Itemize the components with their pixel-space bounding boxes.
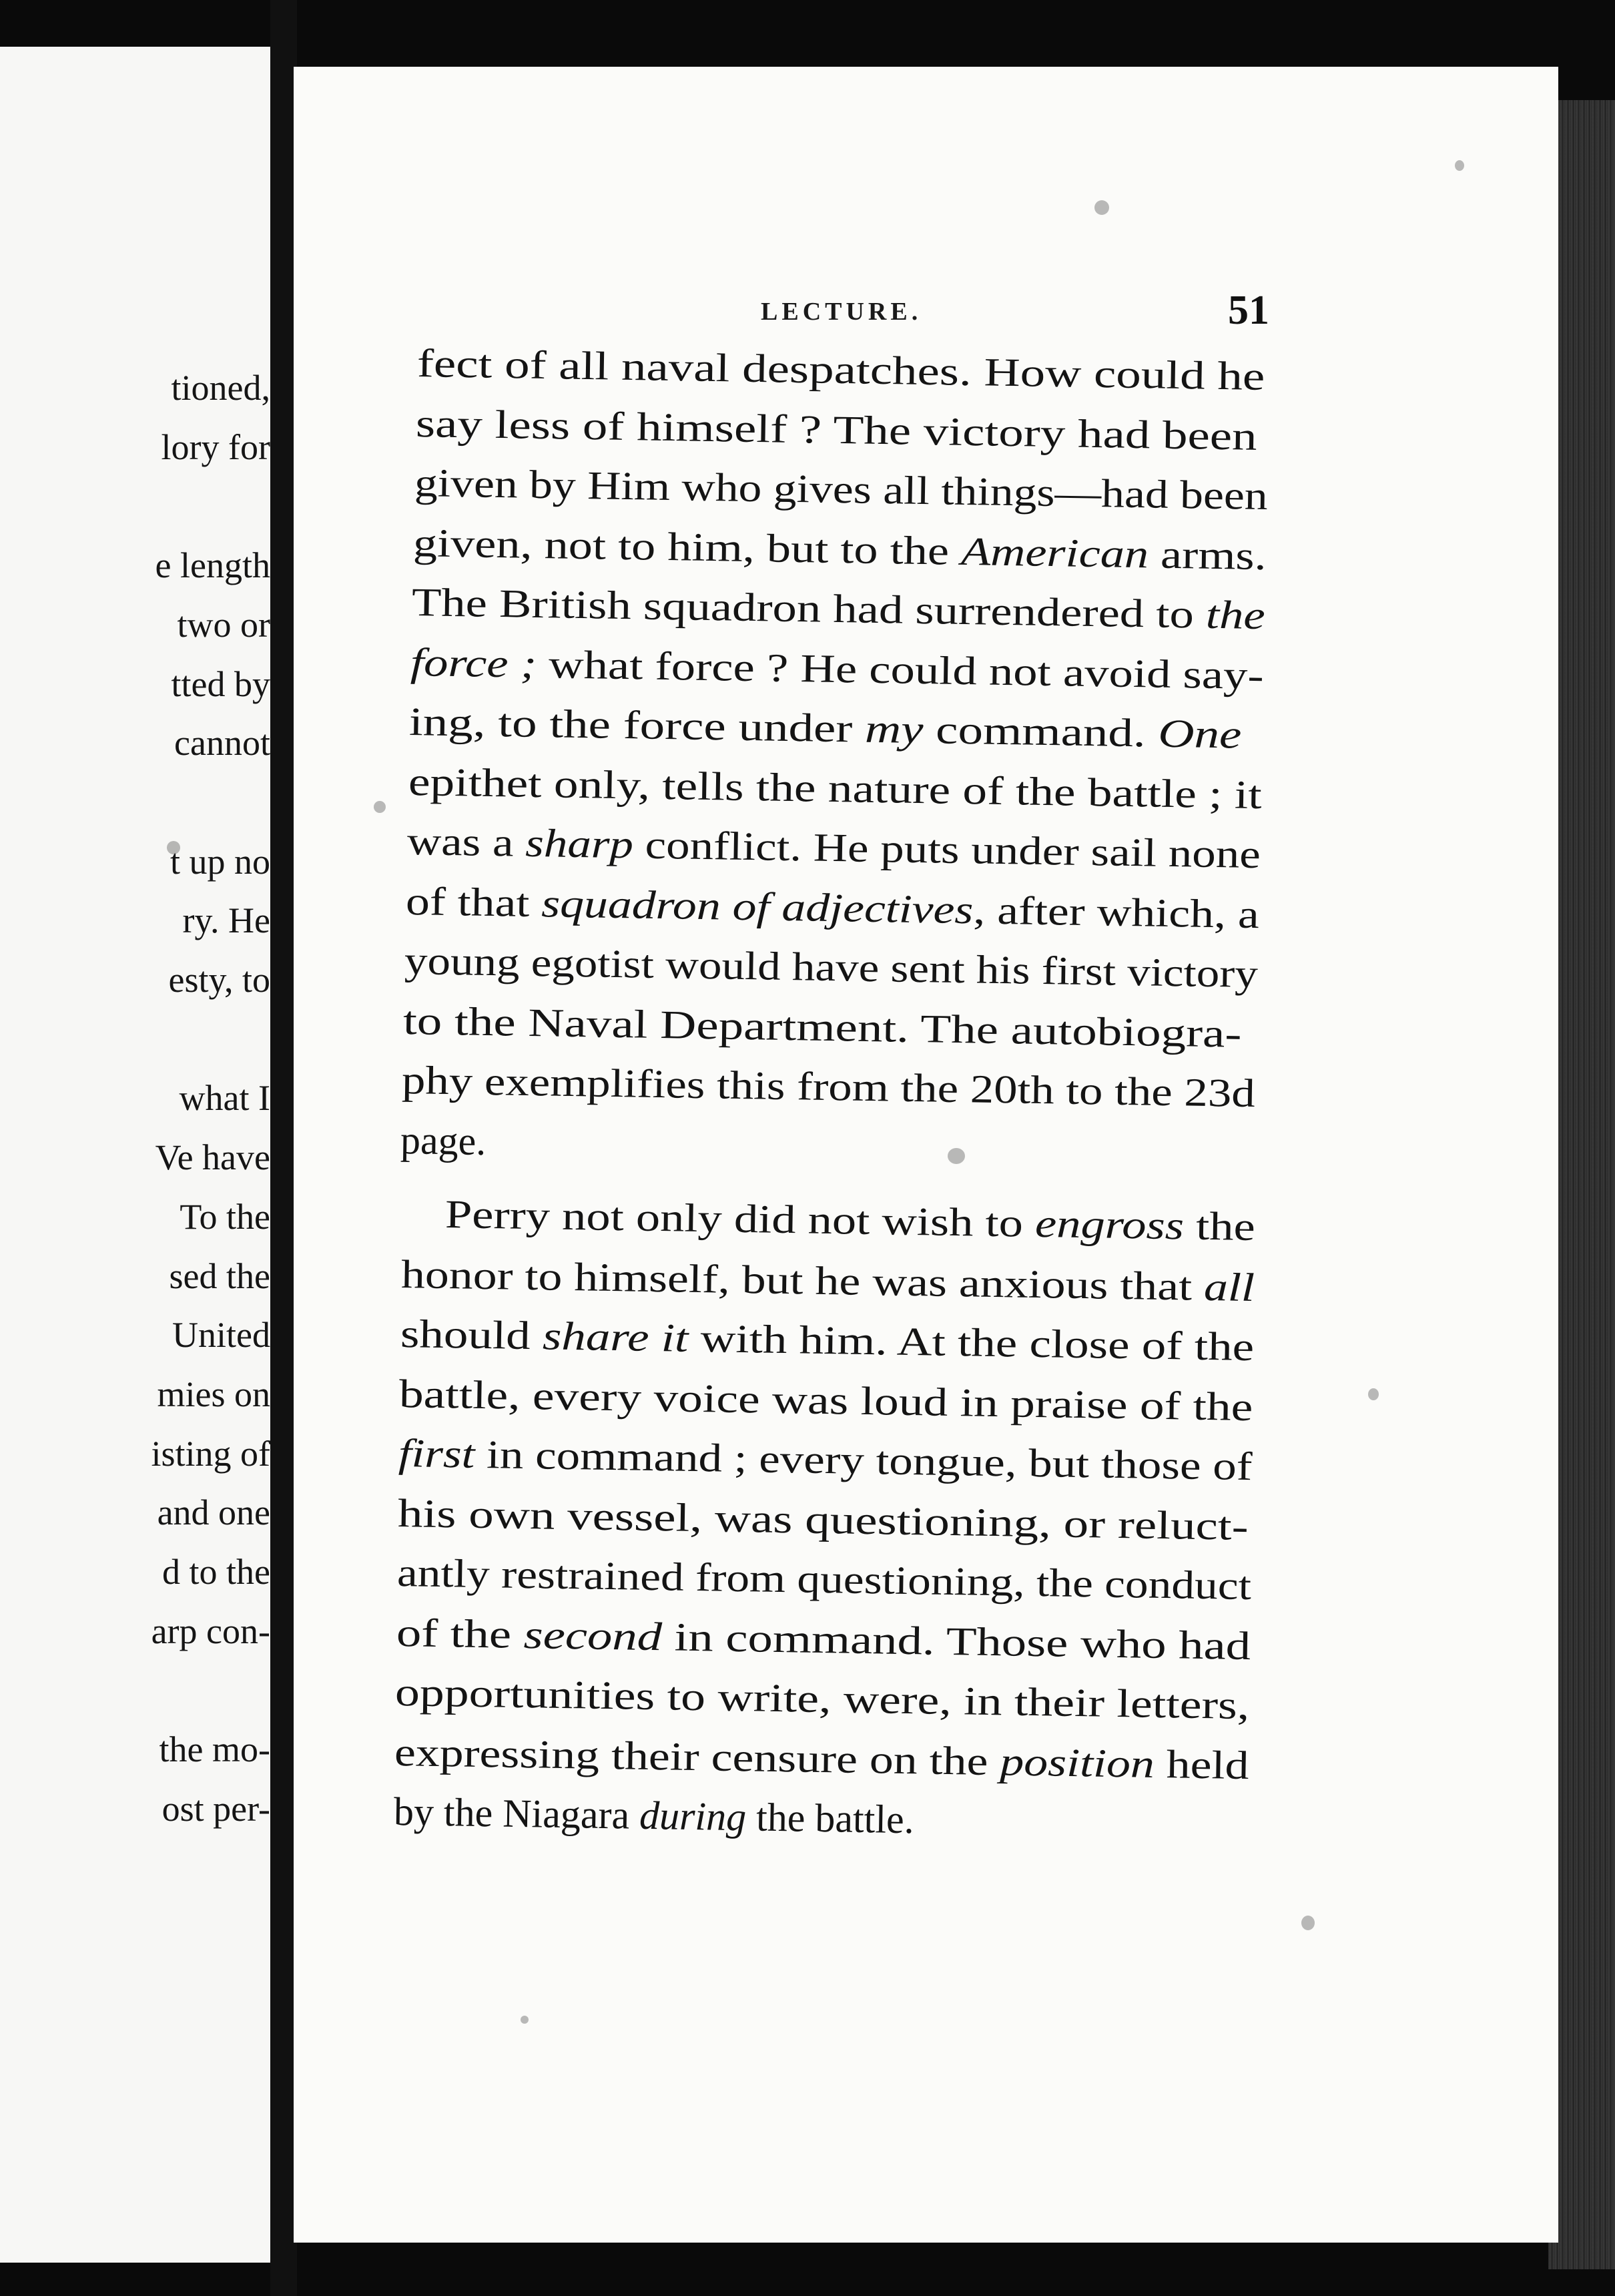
text-segment: conflict. He puts under sail none <box>633 822 1261 877</box>
left-page-line: isting of <box>151 1433 270 1474</box>
scan-speck <box>521 2016 529 2024</box>
text-segment: held <box>1154 1741 1250 1787</box>
left-page-line: United <box>172 1315 270 1356</box>
text-segment: given, not to him, but to the <box>412 520 962 573</box>
text-segment: was a <box>406 819 526 865</box>
scan-speck <box>374 801 386 813</box>
text-segment: all <box>1203 1264 1255 1310</box>
text-segment: should <box>400 1312 543 1358</box>
left-page-line: ry. He <box>182 900 270 941</box>
text-segment: Perry not only did not wish to <box>444 1192 1036 1245</box>
text-segment: , after which, a <box>972 887 1259 936</box>
text-segment: American <box>960 529 1149 576</box>
text-segment: One <box>1158 711 1243 757</box>
text-segment: ing, to the force under <box>408 699 866 751</box>
text-segment: force ; <box>410 639 537 686</box>
scan-speck <box>1301 1916 1315 1930</box>
page-number: 51 <box>1228 288 1269 333</box>
text-segment: squadron of adjectives <box>541 880 974 932</box>
text-segment: in command ; every tongue, but those of <box>474 1432 1253 1489</box>
left-page-line: arp con- <box>151 1611 270 1651</box>
text-segment: my <box>864 706 924 752</box>
text-segment: engross <box>1034 1201 1185 1248</box>
left-page-line: mies on <box>157 1374 270 1414</box>
left-page-line: cannot <box>174 723 270 764</box>
text-segment: opportunities to write, were, in their letters, <box>394 1670 1251 1728</box>
text-segment: page. <box>400 1117 487 1163</box>
scan-speck <box>1455 160 1464 171</box>
left-page-line: t up no <box>170 841 270 882</box>
text-segment: battle, every voice was loud in praise of the <box>398 1371 1254 1429</box>
left-page-line: what I <box>179 1078 270 1119</box>
text-segment: second <box>523 1612 663 1659</box>
text-segment: position <box>1000 1739 1155 1786</box>
text-segment: epithet only, tells the nature of the battle ; it <box>408 759 1262 817</box>
text-segment: given by Him who gives all things—had been <box>414 461 1269 519</box>
text-line <box>400 1117 486 1165</box>
text-segment: phy exemplifies this from the 20th to the 23d <box>401 1058 1256 1116</box>
text-segment: during <box>639 1793 747 1839</box>
page-edges <box>1548 100 1615 2269</box>
left-page-line: tioned, <box>171 368 270 408</box>
scan-speck <box>1094 200 1109 215</box>
left-page <box>0 47 274 2263</box>
text-segment: command. <box>923 707 1159 756</box>
text-segment: first <box>398 1431 476 1476</box>
text-segment: expressing their censure on the <box>394 1729 1001 1783</box>
text-segment: what force ? He could not avoid say- <box>536 641 1265 697</box>
left-page-line: d to the <box>162 1552 270 1592</box>
left-page-line: two or <box>177 604 270 645</box>
left-page-line: tted by <box>171 663 270 704</box>
left-page-line: the mo- <box>159 1729 270 1770</box>
text-segment: to the Naval Department. The autobiogra- <box>402 998 1242 1056</box>
left-page-line: esty, to <box>168 960 270 1000</box>
text-line <box>393 1789 914 1843</box>
left-page-line: ost per- <box>162 1788 270 1829</box>
text-segment: young egotist would have sent his first victory <box>404 938 1259 996</box>
text-segment: the <box>1205 592 1266 638</box>
left-page-line: and one <box>157 1492 270 1533</box>
scan-speck <box>1368 1388 1379 1400</box>
text-segment: sharp <box>525 820 634 867</box>
left-page-line: sed the <box>169 1255 270 1296</box>
text-segment: his own vessel, was questioning, or reluct- <box>397 1490 1249 1548</box>
scan-speck <box>948 1148 965 1164</box>
text-segment: fect of all naval despatches. How could he <box>416 341 1265 398</box>
left-page-line: e length <box>155 545 270 586</box>
text-segment: arms. <box>1148 531 1267 578</box>
text-segment: of the <box>396 1610 524 1657</box>
left-page-line: To the <box>180 1196 270 1237</box>
running-head: LECTURE. <box>761 298 922 326</box>
text-segment: say less of himself ? The victory had been <box>415 400 1258 459</box>
text-segment: honor to himself, but he was anxious that <box>400 1251 1205 1309</box>
text-segment: share it <box>542 1314 689 1360</box>
text-segment: antly restrained from questioning, the conduct <box>396 1550 1252 1609</box>
text-segment: of that <box>405 878 542 925</box>
text-segment: The British squadron had surrendered to <box>411 580 1207 637</box>
left-page-line: lory for <box>161 426 270 467</box>
text-segment: in command. Those who had <box>661 1614 1251 1668</box>
scan-speck <box>167 841 180 854</box>
text-segment: the battle. <box>745 1795 915 1842</box>
text-segment: by the Niagara <box>393 1789 640 1837</box>
text-segment: with him. At the close of the <box>687 1316 1255 1370</box>
left-page-line: Ve have <box>155 1137 270 1178</box>
book-gutter <box>270 0 297 2296</box>
text-segment: the <box>1183 1203 1256 1249</box>
